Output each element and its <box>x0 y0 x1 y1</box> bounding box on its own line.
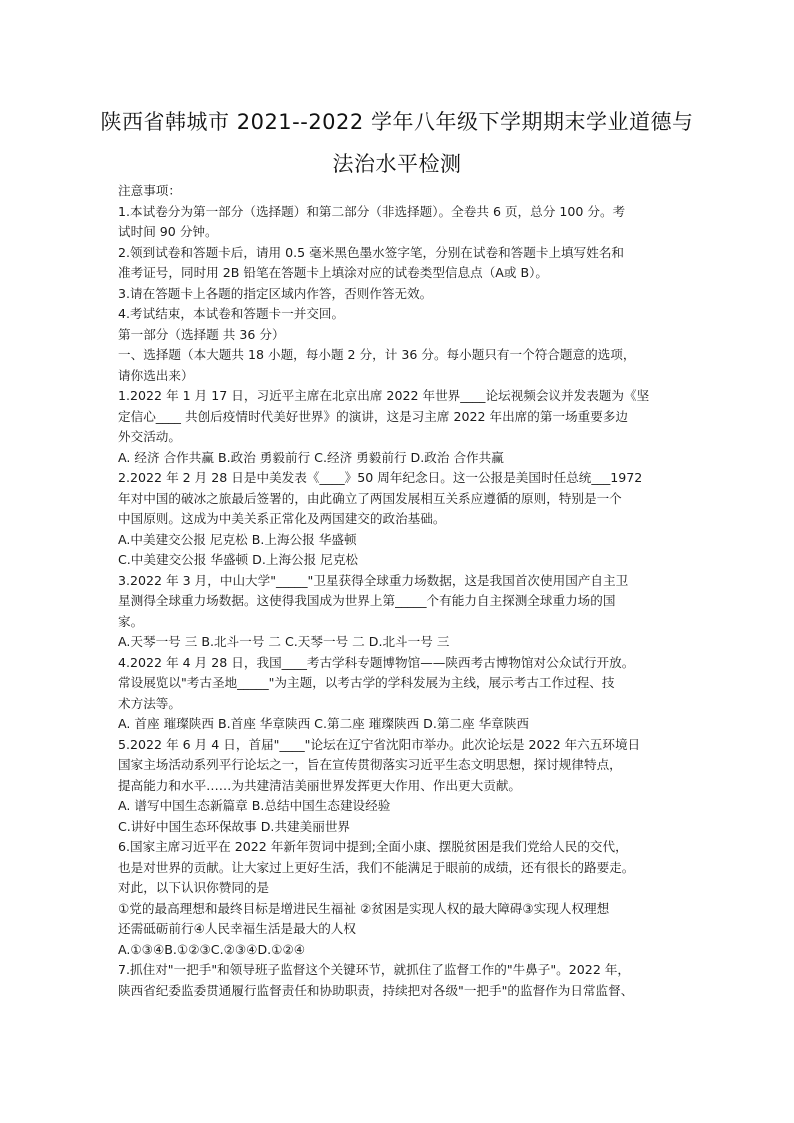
text-line: 4.考试结束，本试卷和答题卡一并交回。 <box>118 306 345 321</box>
text-line: 一、选择题（本大题共 18 小题，每小题 2 分，计 36 分。每小题只有一个符合题意的选项， <box>118 347 636 362</box>
text-line: 年对中国的破冰之旅最后签署的，由此确立了两国发展相互关系应遵循的原则，特别是一个 <box>118 490 622 506</box>
text-line: 4.2022 年 4 月 28 日，我国____考古学科专题博物馆——陕西考古博物馆对公众试行开放。 <box>118 654 635 670</box>
text-line: 注意事项： <box>118 183 181 198</box>
text-line: 7.抓住对"一把手"和领导班子监督这个关键环节，就抓住了监督工作的"牛鼻子"。2022 年， <box>118 962 631 977</box>
text-line: 3.2022 年 3 月，中山大学"_____"卫星获得全球重力场数据，这是我国首次使用国产自主卫 <box>118 572 629 588</box>
text-line: 1.2022 年 1 月 17 日，习近平主席在北京出席 2022 年世界____论坛视频会议并发表题为《坚 <box>118 388 650 403</box>
text-line: 也是对世界的贡献。让大家过上更好生活，我们不能满足于眼前的成绩，还有很长的路要走。 <box>118 859 635 875</box>
text-line: 术方法等。 <box>118 695 181 711</box>
text-line: A.天琴一号 三 B.北斗一号 二 C.天琴一号 二 D.北斗一号 三 <box>118 634 450 649</box>
text-line: 定信心____ 共创后疫情时代美好世界》的演讲，这是习主席 2022 年出席的第一场重要多边 <box>118 408 629 424</box>
text-line: C.讲好中国生态环保故事 D.共建美丽世界 <box>118 818 351 834</box>
text-line: 第一部分（选择题 共 36 分） <box>118 326 285 342</box>
text-line: A.①③④B.①②③C.②③④D.①②④ <box>118 941 306 957</box>
text-line: A. 经济 合作共赢 B.政治 勇毅前行 C.经济 勇毅前行 D.政治 合作共赢 <box>118 449 504 465</box>
text-line: 陕西省纪委监委贯通履行监督责任和协助职责，持续把对各级"一把手"的监督作为日常监督、 <box>118 982 634 998</box>
text-line: 提高能力和水平……为共建清洁美丽世界发挥更大作用、作出更大贡献。 <box>118 777 521 793</box>
text-line: 准考证号，同时用 2B 铅笔在答题卡上填涂对应的试卷类型信息点（A或 B）。 <box>118 265 549 280</box>
text-line: 2.领到试卷和答题卡后，请用 0.5 毫米黑色墨水签字笔，分别在试卷和答题卡上填写姓名和 <box>118 244 625 260</box>
text-line: A.中美建交公报 尼克松 B.上海公报 华盛顿 <box>118 531 357 547</box>
text-line: 常设展览以"考古圣地_____"为主题，以考古学的学科发展为主线，展示考古工作过程、技 <box>118 675 615 690</box>
text-line: A. 首座 璀璨陕西 B.首座 华章陕西 C.第二座 璀璨陕西 D.第二座 华章陕西 <box>118 716 530 731</box>
text-line: 6.国家主席习近平在 2022 年新年贺词中提到;全面小康、摆脱贫困是我们党给人民的交代， <box>118 839 628 854</box>
text-line: A. 谱写中国生态新篇章 B.总结中国生态建设经验 <box>118 798 391 813</box>
text-line: 2.2022 年 2 月 28 日是中美发表《____》50 周年纪念日。这一公报是美国时任总统___1972 <box>118 470 643 485</box>
text-line: 家。 <box>118 613 144 629</box>
document-body <box>118 181 688 1001</box>
text-line: 对此，以下认识你赞同的是 <box>118 880 270 895</box>
text-line: 国家主场活动系列平行论坛之一，旨在宣传贯彻落实习近平生态文明思想，探讨规律特点， <box>118 757 622 772</box>
text-line: 1.本试卷分为第一部分（选择题）和第二部分（非选择题）。全卷共 6 页，总分 100 分。考 <box>118 203 626 219</box>
text-line: 还需砥砺前行④人民幸福生活是最大的人权 <box>118 921 356 936</box>
document-title-line-1: 陕西省韩城市 2021--2022 学年八年级下学期期末学业道德与 <box>100 110 694 134</box>
text-line: 请你选出来） <box>118 367 194 383</box>
text-line: 5.2022 年 6 月 4 日，首届"____"论坛在辽宁省沈阳市举办。此次论坛是 2022 年六五环境日 <box>118 736 641 752</box>
text-line: 外交活动。 <box>118 429 181 444</box>
text-line: 星测得全球重力场数据。这使得我国成为世界上第_____个有能力自主探测全球重力场的国 <box>118 593 616 608</box>
text-line: C.中美建交公报 华盛顿 D.上海公报 尼克松 <box>118 552 359 567</box>
document-title-line-2: 法治水平检测 <box>332 152 462 176</box>
text-line: 3.请在答题卡上各题的指定区域内作答，否则作答无效。 <box>118 285 433 301</box>
text-line: 试时间 90 分钟。 <box>118 224 218 239</box>
text-line: 中国原则。这成为中美关系正常化及两国建交的政治基础。 <box>118 511 446 526</box>
text-line: ①党的最高理想和最终目标是增进民生福祉 ②贫困是实现人权的最大障碍③实现人权理想 <box>118 900 610 916</box>
